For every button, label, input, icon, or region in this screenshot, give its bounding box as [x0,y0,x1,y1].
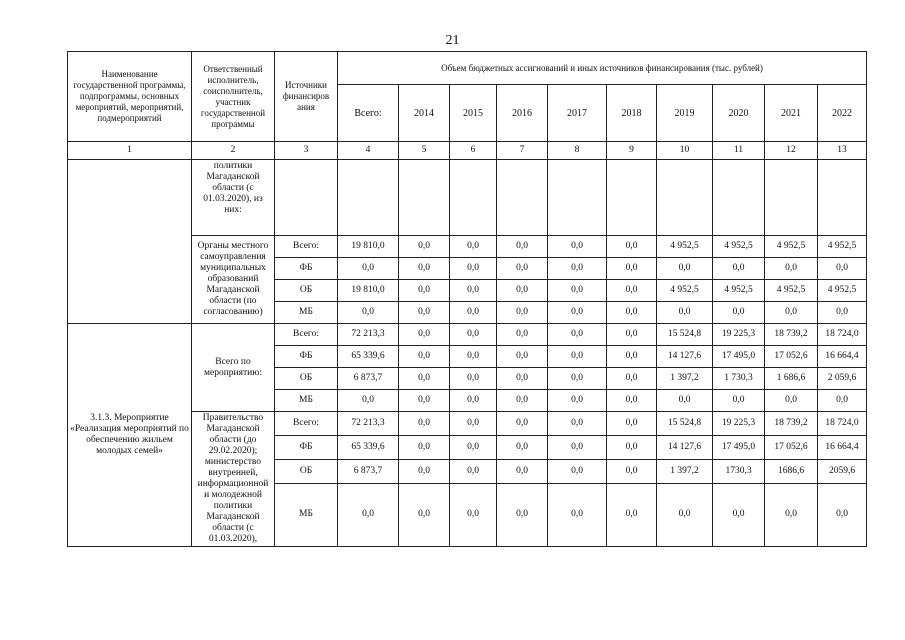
value-cell: 0,0 [607,324,657,346]
value-cell: 0,0 [399,346,450,368]
value-cell: 18 724,0 [818,412,867,436]
measure-name: 3.1.3. Мероприятие «Реализация мероприятий по обеспечению жильем молодых семей» [68,324,192,547]
value-cell: 0,0 [607,236,657,258]
value-cell: 4 952,5 [657,236,713,258]
value-cell: 0,0 [713,302,765,324]
value-cell-empty [713,160,765,236]
value-cell: 4 952,5 [713,236,765,258]
value-cell: 0,0 [450,346,497,368]
source-cell: ФБ [275,258,338,280]
value-cell: 18 739,2 [765,324,818,346]
value-cell: 0,0 [450,412,497,436]
value-cell: 0,0 [548,236,607,258]
value-cell: 0,0 [548,390,607,412]
value-cell: 4 952,5 [713,280,765,302]
header-year-2021: 2021 [765,85,818,142]
value-cell: 0,0 [399,302,450,324]
column-number: 8 [548,142,607,160]
column-number: 3 [275,142,338,160]
value-cell: 15 524,8 [657,324,713,346]
value-cell: 0,0 [607,280,657,302]
value-cell: 2 059,6 [818,368,867,390]
value-cell: 0,0 [818,483,867,546]
header-budget-group: Объем бюджетных ассигнований и иных источников финансирования (тыс. рублей) [338,52,867,85]
column-number: 10 [657,142,713,160]
value-cell-empty [765,160,818,236]
value-cell: 0,0 [713,258,765,280]
column-number: 1 [68,142,192,160]
value-cell-empty [497,160,548,236]
value-cell: 0,0 [497,483,548,546]
value-cell: 14 127,6 [657,435,713,459]
value-cell: 0,0 [497,346,548,368]
value-cell: 0,0 [497,258,548,280]
source-cell: Всего: [275,412,338,436]
header-year-2019: 2019 [657,85,713,142]
value-cell: 0,0 [450,258,497,280]
value-cell: 0,0 [818,390,867,412]
value-cell: 1686,6 [765,459,818,483]
value-cell: 0,0 [497,236,548,258]
value-cell: 0,0 [399,258,450,280]
value-cell: 72 213,3 [338,324,399,346]
source-cell: МБ [275,390,338,412]
value-cell: 0,0 [548,346,607,368]
value-cell: 6 873,7 [338,368,399,390]
value-cell-empty [450,160,497,236]
value-cell: 0,0 [399,483,450,546]
value-cell: 0,0 [765,258,818,280]
header-year-2020: 2020 [713,85,765,142]
column-number: 4 [338,142,399,160]
value-cell: 2059,6 [818,459,867,483]
value-cell: 16 664,4 [818,435,867,459]
header-col-name: Наименование государственной программы, подпрограммы, основных мероприятий, мероприятий, подмероприятий [68,52,192,142]
value-cell: 16 664,4 [818,346,867,368]
value-cell: 72 213,3 [338,412,399,436]
value-cell: 0,0 [818,302,867,324]
header-year-2022: 2022 [818,85,867,142]
value-cell: 0,0 [497,412,548,436]
value-cell: 0,0 [450,302,497,324]
value-cell: 0,0 [765,483,818,546]
value-cell: 0,0 [657,302,713,324]
value-cell-empty [607,160,657,236]
source-cell: ФБ [275,346,338,368]
value-cell: 1730,3 [713,459,765,483]
value-cell-empty [399,160,450,236]
value-cell: 0,0 [548,258,607,280]
value-cell: 0,0 [607,390,657,412]
column-number: 5 [399,142,450,160]
header-col-executor: Ответственный исполнитель, соисполнитель, участник государственной программы [192,52,275,142]
header-year-2014: 2014 [399,85,450,142]
value-cell: 0,0 [548,412,607,436]
value-cell: 0,0 [765,390,818,412]
value-cell: 18 724,0 [818,324,867,346]
value-cell: 0,0 [607,258,657,280]
value-cell: 0,0 [548,324,607,346]
value-cell: 0,0 [338,258,399,280]
value-cell: 0,0 [450,324,497,346]
value-cell: 0,0 [450,236,497,258]
page-number: 21 [445,33,460,48]
column-number: 7 [497,142,548,160]
value-cell: 0,0 [497,280,548,302]
value-cell: 0,0 [399,280,450,302]
value-cell: 4 952,5 [765,280,818,302]
value-cell: 0,0 [765,302,818,324]
source-cell: МБ [275,302,338,324]
value-cell: 0,0 [399,412,450,436]
value-cell: 1 397,2 [657,368,713,390]
source-cell: ОБ [275,368,338,390]
source-cell-empty [275,160,338,236]
name-cell-empty [68,160,192,324]
value-cell: 17 495,0 [713,346,765,368]
value-cell: 1 397,2 [657,459,713,483]
value-cell: 4 952,5 [818,236,867,258]
value-cell: 19 810,0 [338,280,399,302]
value-cell: 0,0 [657,258,713,280]
value-cell: 0,0 [497,390,548,412]
value-cell: 1 686,6 [765,368,818,390]
value-cell: 1 730,3 [713,368,765,390]
value-cell-empty [818,160,867,236]
value-cell: 0,0 [338,483,399,546]
value-cell: 0,0 [399,324,450,346]
value-cell: 0,0 [497,302,548,324]
value-cell: 0,0 [338,390,399,412]
value-cell: 0,0 [607,483,657,546]
column-number: 11 [713,142,765,160]
header-year-2018: 2018 [607,85,657,142]
value-cell: 0,0 [607,435,657,459]
value-cell: 0,0 [399,368,450,390]
value-cell: 0,0 [450,459,497,483]
value-cell: 0,0 [497,435,548,459]
value-cell: 4 952,5 [818,280,867,302]
source-cell: ФБ [275,435,338,459]
value-cell: 0,0 [713,390,765,412]
value-cell: 0,0 [657,483,713,546]
value-cell: 0,0 [607,459,657,483]
executor-total-by-measure: Всего по мероприятию: [192,324,275,412]
value-cell: 19 225,3 [713,324,765,346]
value-cell: 0,0 [450,483,497,546]
executor-continuation: политики Магаданской области (с 01.03.2020), из них: [192,160,275,236]
source-cell: Всего: [275,324,338,346]
value-cell: 0,0 [399,236,450,258]
value-cell: 0,0 [497,324,548,346]
executor-local-government: Органы местного самоуправления муниципальных образований Магаданской области (по согласованию) [192,236,275,324]
value-cell: 0,0 [497,459,548,483]
column-number: 13 [818,142,867,160]
column-number: 2 [192,142,275,160]
source-cell: ОБ [275,280,338,302]
value-cell: 18 739,2 [765,412,818,436]
column-number: 6 [450,142,497,160]
value-cell: 4 952,5 [765,236,818,258]
value-cell: 0,0 [548,302,607,324]
value-cell: 15 524,8 [657,412,713,436]
value-cell-empty [548,160,607,236]
value-cell: 4 952,5 [657,280,713,302]
value-cell: 6 873,7 [338,459,399,483]
value-cell: 0,0 [548,435,607,459]
value-cell: 0,0 [657,390,713,412]
value-cell: 19 810,0 [338,236,399,258]
value-cell: 0,0 [338,302,399,324]
value-cell: 0,0 [713,483,765,546]
value-cell: 17 495,0 [713,435,765,459]
executor-government: Правительство Магаданской области (до 29.02.2020); министерство внутренней, информационной и молодежной политики Магаданской области (с 01.03.2020), [192,412,275,547]
header-year-2015: 2015 [450,85,497,142]
header-col-sources: Источники финансиров ания [275,52,338,142]
value-cell: 0,0 [548,483,607,546]
source-cell: МБ [275,483,338,546]
value-cell: 0,0 [497,368,548,390]
value-cell: 14 127,6 [657,346,713,368]
source-cell: Всего: [275,236,338,258]
value-cell: 0,0 [399,459,450,483]
column-number: 12 [765,142,818,160]
value-cell: 0,0 [607,302,657,324]
value-cell: 0,0 [399,390,450,412]
value-cell: 0,0 [450,390,497,412]
value-cell: 17 052,6 [765,346,818,368]
header-year-2017: 2017 [548,85,607,142]
value-cell: 65 339,6 [338,435,399,459]
value-cell: 17 052,6 [765,435,818,459]
budget-table [67,51,867,547]
value-cell: 0,0 [450,368,497,390]
value-cell: 65 339,6 [338,346,399,368]
value-cell: 0,0 [548,368,607,390]
column-number: 9 [607,142,657,160]
value-cell: 0,0 [399,435,450,459]
value-cell: 0,0 [548,280,607,302]
value-cell: 0,0 [607,346,657,368]
value-cell: 0,0 [450,435,497,459]
header-year-2016: 2016 [497,85,548,142]
value-cell-empty [657,160,713,236]
value-cell: 19 225,3 [713,412,765,436]
value-cell: 0,0 [607,368,657,390]
value-cell: 0,0 [818,258,867,280]
source-cell: ОБ [275,459,338,483]
value-cell: 0,0 [607,412,657,436]
value-cell-empty [338,160,399,236]
value-cell: 0,0 [450,280,497,302]
value-cell: 0,0 [548,459,607,483]
header-total: Всего: [338,85,399,142]
